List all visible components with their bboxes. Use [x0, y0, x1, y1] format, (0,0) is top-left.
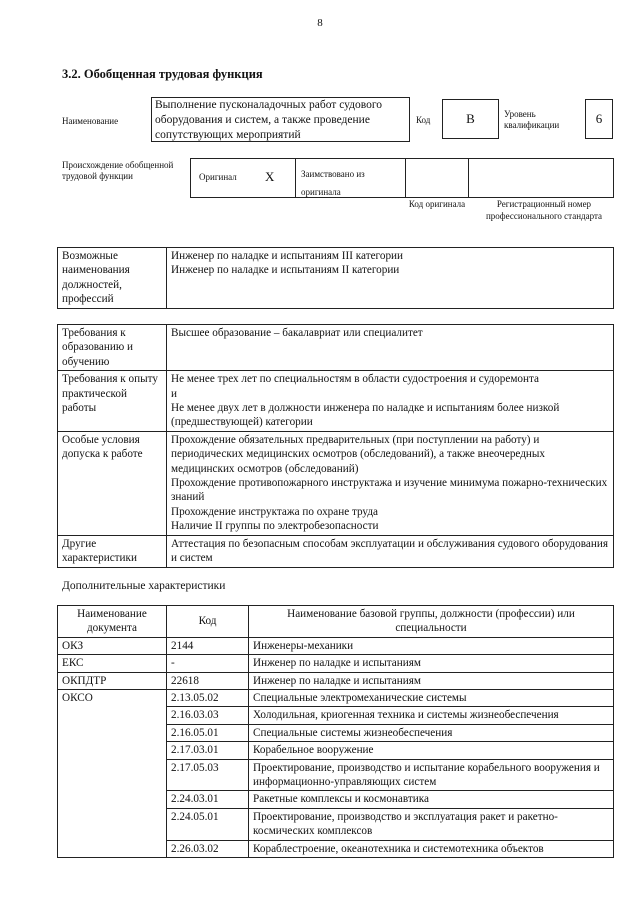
origin-label: Происхождение обобщенной трудовой функции [62, 160, 174, 181]
experience-value [167, 371, 614, 432]
experience-line: Не менее двух лет в должности инженера по наладке и испытаниям более низкой (предшествующей) категории [171, 402, 560, 429]
doc-cell: ОКЗ [58, 637, 167, 654]
name-value: Выполнение пусконаладочных работ судового оборудования и систем, а также проведение сопутствующих мероприятий [151, 97, 410, 142]
admission-line: Наличие II группы по электробезопасности [171, 520, 379, 533]
code-original-cell [405, 158, 469, 198]
admission-line: Прохождение инструктажа по охране труда [171, 505, 378, 518]
other-line: Аттестация по безопасным способам эксплуатации и обслуживания судового оборудования и систем [171, 537, 608, 565]
code-cell: - [167, 655, 249, 672]
position-item: Инженер по наладке и испытаниям III категории [171, 250, 404, 262]
experience-row [58, 371, 614, 432]
position-item: Инженер по наладке и испытаниям II категории [171, 264, 400, 277]
code-cell: 22618 [167, 672, 249, 689]
table-row [58, 672, 614, 689]
name-cell: Ракетные комплексы и космонавтика [249, 791, 614, 808]
name-cell: Инженер по наладке и испытаниям [249, 672, 614, 689]
positions-row [58, 248, 614, 309]
code-cell: 2.17.03.01 [167, 742, 249, 759]
doc-cell: ЕКС [58, 655, 167, 672]
experience-label: Требования к опыту практической работы [58, 371, 167, 432]
admission-row [58, 431, 614, 535]
additional-table [57, 605, 614, 858]
additional-header-row [58, 606, 614, 638]
code-cell: 2.17.05.03 [167, 759, 249, 791]
code-cell: 2.16.03.03 [167, 707, 249, 724]
name-cell: Инженеры-механики [249, 637, 614, 654]
name-cell: Холодильная, криогенная техника и системы жизнеобеспечения [249, 707, 614, 724]
name-cell: Специальные электромеханические системы [249, 690, 614, 707]
original-label: Оригинал [199, 172, 237, 182]
experience-line: и [171, 387, 177, 400]
admission-value [167, 431, 614, 535]
name-label: Наименование [62, 116, 119, 126]
doc-cell: ОКПДТР [58, 672, 167, 689]
education-value [167, 325, 614, 371]
header-code: Код [167, 606, 249, 638]
level-label: Уровень квалификации [504, 109, 560, 130]
code-label: Код [416, 115, 431, 125]
reg-number-cell [468, 158, 614, 198]
reg-number-caption: Регистрационный номер профессионального стандарта [485, 199, 603, 221]
other-value [167, 535, 614, 567]
table-row [58, 690, 614, 707]
code-cell: 2.26.03.02 [167, 840, 249, 857]
table-row [58, 655, 614, 672]
original-cell [190, 158, 296, 198]
borrowed-cell [295, 158, 406, 198]
education-line: Высшее образование – бакалавриат или специалитет [171, 327, 423, 339]
additional-title: Дополнительные характеристики [62, 580, 226, 592]
education-row [58, 325, 614, 371]
admission-line: Прохождение обязательных предварительных (при поступлении на работу) и периодических медицинских осмотров (обследований), а также внеочередных медицинских осмотров (обследований) [171, 433, 546, 475]
code-value: В [442, 99, 499, 139]
borrowed-label: Заимствовано из оригинала [301, 169, 365, 197]
name-cell: Кораблестроение, океанотехника и системотехника объектов [249, 840, 614, 857]
code-cell: 2144 [167, 637, 249, 654]
name-cell: Проектирование, производство и эксплуатация ракет и ракетно-космических комплексов [249, 808, 614, 840]
name-cell: Проектирование, производство и испытание корабельного вооружения и информационно-управляющих систем [249, 759, 614, 791]
table-row [58, 637, 614, 654]
level-value: 6 [585, 99, 613, 139]
requirements-table [57, 324, 614, 568]
code-original-caption: Код оригинала [408, 199, 466, 209]
admission-line: Прохождение противопожарного инструктажа и изучение минимума пожарно-технических знаний [171, 477, 608, 504]
code-cell: 2.24.05.01 [167, 808, 249, 840]
header-doc: Наименование документа [58, 606, 167, 638]
code-cell: 2.13.05.02 [167, 690, 249, 707]
experience-line: Не менее трех лет по специальностям в области судостроения и судоремонта [171, 373, 540, 386]
other-row [58, 535, 614, 567]
education-label: Требования к образованию и обучению [58, 325, 167, 371]
section-title: 3.2. Обобщенная трудовая функция [62, 67, 263, 81]
header-name: Наименование базовой группы, должности (профессии) или специальности [249, 606, 614, 638]
positions-values [167, 248, 614, 309]
name-cell: Специальные системы жизнеобеспечения [249, 724, 614, 741]
code-cell: 2.24.03.01 [167, 791, 249, 808]
doc-cell: ОКСО [58, 690, 167, 858]
other-label: Другие характеристики [58, 535, 167, 567]
page-number: 8 [317, 17, 323, 29]
positions-label: Возможные наименования должностей, профессий [58, 248, 167, 309]
name-cell: Инженер по наладке и испытаниям [249, 655, 614, 672]
name-cell: Корабельное вооружение [249, 742, 614, 759]
original-mark: X [265, 169, 275, 184]
positions-table [57, 247, 614, 309]
admission-label: Особые условия допуска к работе [58, 431, 167, 535]
code-cell: 2.16.05.01 [167, 724, 249, 741]
